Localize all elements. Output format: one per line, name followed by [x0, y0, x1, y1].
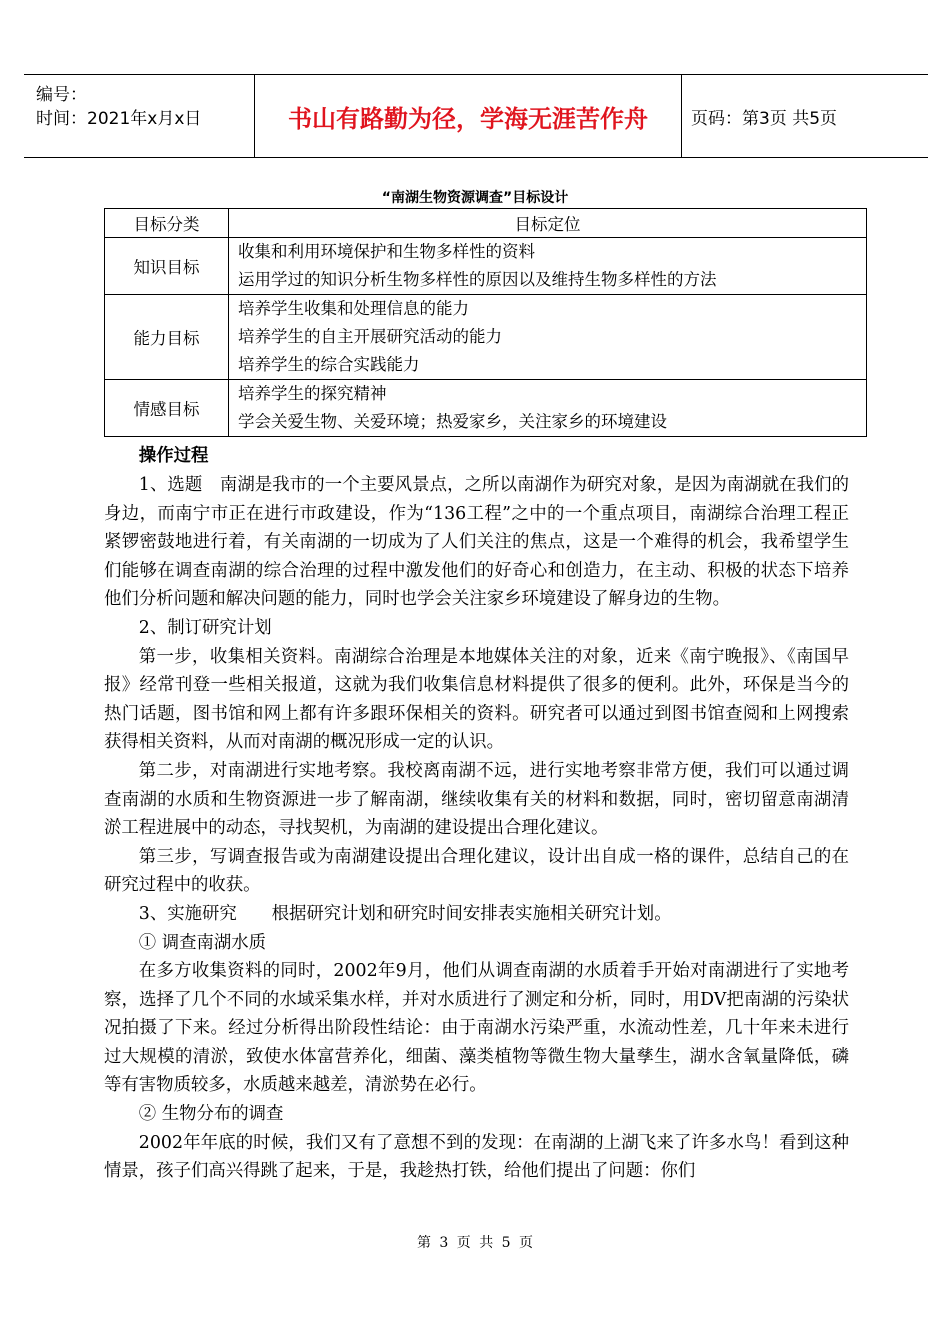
goal-item: 培养学生的综合实践能力: [238, 355, 420, 374]
goal-item: 培养学生的探究精神: [238, 384, 387, 403]
document-title: “南湖生物资源调查”目标设计: [381, 190, 569, 206]
number-label: 编号：: [36, 85, 87, 105]
goal-item: 运用学过的知识分析生物多样性的原因以及维持生物多样性的方法: [238, 270, 717, 289]
paragraph: ① 调查南湖水质: [138, 932, 267, 953]
goal-items: [229, 238, 867, 295]
time-label: 时间：2021年x月x日: [36, 109, 202, 129]
document-body: [104, 441, 849, 1186]
paragraph: 第三步，写调查报告或为南湖建设提出合理化建议，设计出自成一格的课件，总结自己的在研究过程中的收获。: [104, 846, 849, 896]
paragraph: 2002年年底的时候，我们又有了意想不到的发现：在南湖的上湖飞来了许多水鸟！看到这种情景，孩子们高兴得跳了起来，于是，我趁热打铁，给他们提出了问题：你们: [104, 1132, 849, 1182]
column-header-category: 目标分类: [105, 209, 229, 238]
goal-category: 知识目标: [105, 238, 229, 295]
goal-category: 能力目标: [105, 295, 229, 380]
paragraph: 第一步，收集相关资料。南湖综合治理是本地媒体关注的对象，近来《南宁晚报》、《南国早报》经常刊登一些相关报道，这就为我们收集信息材料提供了很多的便利。此外，环保是当今的热门话题，图书馆和网上都有许多跟环保相关的资料。研究者可以通过到图书馆查阅和上网搜索获得相关资料，从而对南湖的概况形成一定的认识。: [104, 646, 849, 753]
paragraph: 1、选题 南湖是我市的一个主要风景点，之所以南湖作为研究对象，是因为南湖就在我们的身边，而南宁市正在进行市政建设，作为“136工程”之中的一个重点项目，南湖综合治理工程正紧锣密鼓地进行着，有关南湖的一切成为了人们关注的焦点，这是一个难得的机会，我希望学生们能够在调查南湖的综合治理的过程中激发他们的好奇心和创造力，在主动、积极的状态下培养他们分析问题和解决问题的能力，同时也学会关注家乡环境建设了解身边的生物。: [104, 475, 849, 610]
header-page-info: [681, 75, 928, 157]
header-meta: [24, 75, 254, 157]
goal-items: [229, 380, 867, 437]
page-info-text: 页码：第3页 共5页: [691, 108, 838, 129]
header-motto: 书山有路勤为径，学海无涯苦作舟: [254, 75, 682, 157]
goal-items: [229, 295, 867, 380]
page-footer: 第 3 页 共 5 页: [416, 1235, 534, 1251]
goal-item: 学会关爱生物、关爱环境；热爱家乡，关注家乡的环境建设: [238, 412, 667, 431]
section-heading: 操作过程: [138, 446, 209, 466]
goals-table: [104, 208, 867, 437]
page-header: [24, 74, 928, 158]
goal-item: 培养学生的自主开展研究活动的能力: [238, 327, 502, 346]
paragraph: 在多方收集资料的同时，2002年9月，他们从调查南湖的水质着手开始对南湖进行了实地考察，选择了几个不同的水域采集水样，并对水质进行了测定和分析，同时，用DV把南湖的污染状况拍摄了下来。经过分析得出阶段性结论：由于南湖水污染严重，水流动性差，几十年来未进行过大规模的清淤，致使水体富营养化，细菌、藻类植物等微生物大量孳生，湖水含氧量降低，磷等有害物质较多，水质越来越差，清淤势在必行。: [104, 961, 849, 1096]
table-row: [105, 295, 867, 380]
goal-item: 培养学生收集和处理信息的能力: [238, 299, 469, 318]
paragraph: 2、制订研究计划: [138, 617, 272, 638]
goal-category: 情感目标: [105, 380, 229, 437]
goals-table-header-row: [105, 209, 867, 238]
table-row: [105, 380, 867, 437]
table-row: [105, 238, 867, 295]
paragraph: 第二步，对南湖进行实地考察。我校离南湖不远，进行实地考察非常方便，我们可以通过调查南湖的水质和生物资源进一步了解南湖，继续收集有关的材料和数据，同时，密切留意南湖清淤工程进展中的动态，寻找契机，为南湖的建设提出合理化建议。: [104, 760, 849, 839]
paragraph: 3、实施研究 根据研究计划和研究时间安排表实施相关研究计划。: [138, 903, 672, 924]
column-header-positioning: 目标定位: [229, 209, 867, 238]
goal-item: 收集和利用环境保护和生物多样性的资料: [238, 242, 535, 261]
paragraph: ② 生物分布的调查: [138, 1104, 284, 1125]
